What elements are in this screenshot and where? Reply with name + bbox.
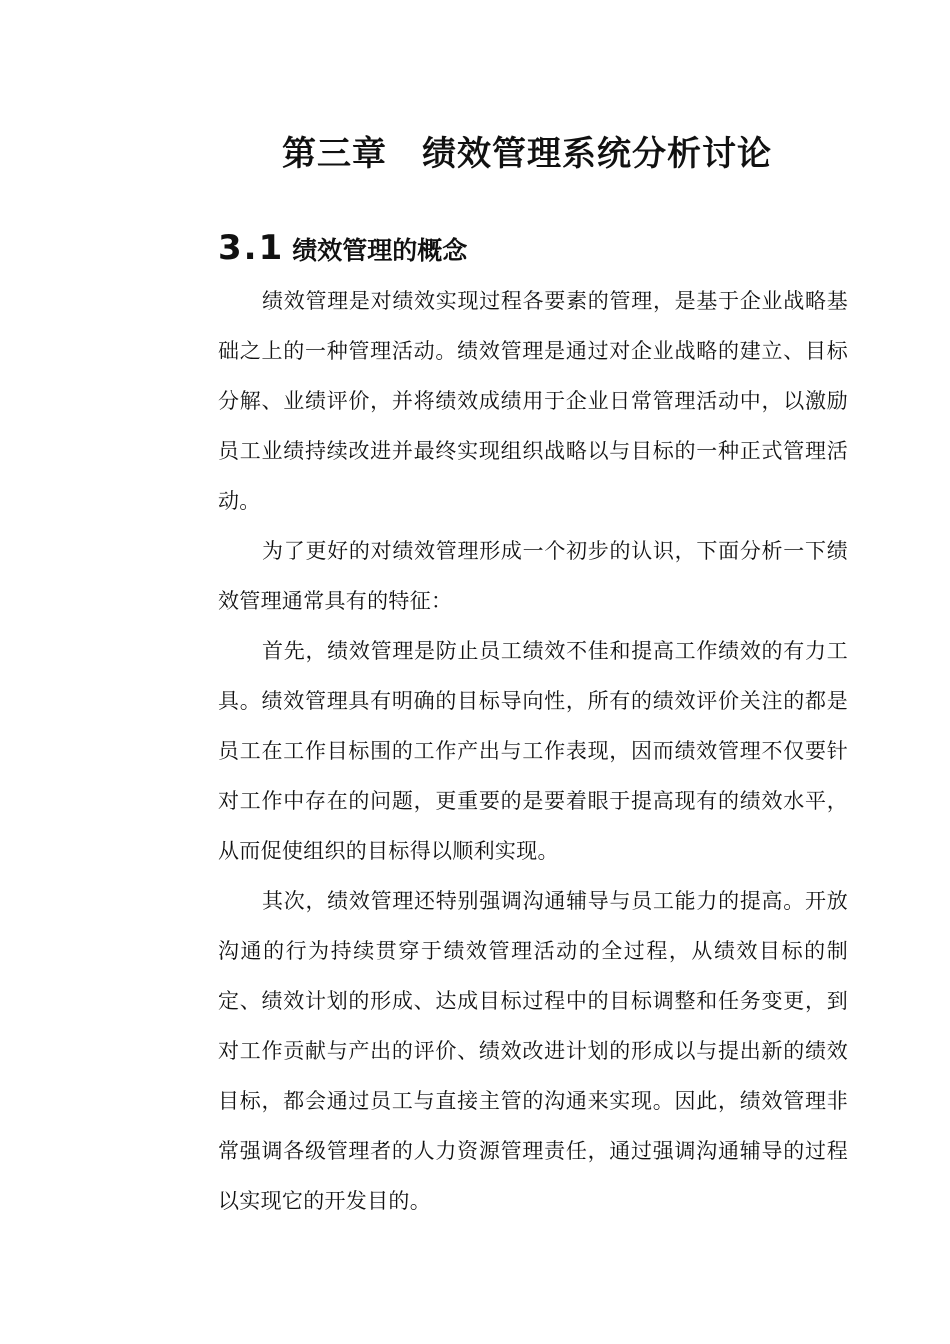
section-title: 绩效管理的概念 bbox=[292, 236, 468, 265]
section-heading bbox=[218, 228, 467, 268]
paragraph: 为了更好的对绩效管理形成一个初步的认识，下面分析一下绩效管理通常具有的特征： bbox=[218, 539, 848, 613]
paragraph: 其次，绩效管理还特别强调沟通辅导与员工能力的提高。开放沟通的行为持续贯穿于绩效管理活动的全过程，从绩效目标的制定、绩效计划的形成、达成目标过程中的目标调整和任务变更，到对工作贡献与产出的评价、绩效改进计划的形成以与提出新的绩效目标，都会通过员工与直接主管的沟通来实现。因此，绩效管理非常强调各级管理者的人力资源管理责任，通过强调沟通辅导的过程以实现它的开发目的。 bbox=[218, 889, 848, 1213]
paragraph: 绩效管理是对绩效实现过程各要素的管理，是基于企业战略基础之上的一种管理活动。绩效管理是通过对企业战略的建立、目标分解、业绩评价，并将绩效成绩用于企业日常管理活动中，以激励员工业绩持续改进并最终实现组织战略以与目标的一种正式管理活动。 bbox=[218, 289, 848, 513]
section-number: 3.1 bbox=[218, 228, 285, 268]
chapter-title: 第三章 绩效管理系统分析讨论 bbox=[282, 134, 772, 174]
body-text bbox=[218, 276, 848, 1226]
paragraph: 首先，绩效管理是防止员工绩效不佳和提高工作绩效的有力工具。绩效管理具有明确的目标导向性，所有的绩效评价关注的都是员工在工作目标围的工作产出与工作表现，因而绩效管理不仅要针对工作中存在的问题，更重要的是要着眼于提高现有的绩效水平，从而促使组织的目标得以顺利实现。 bbox=[218, 639, 848, 863]
